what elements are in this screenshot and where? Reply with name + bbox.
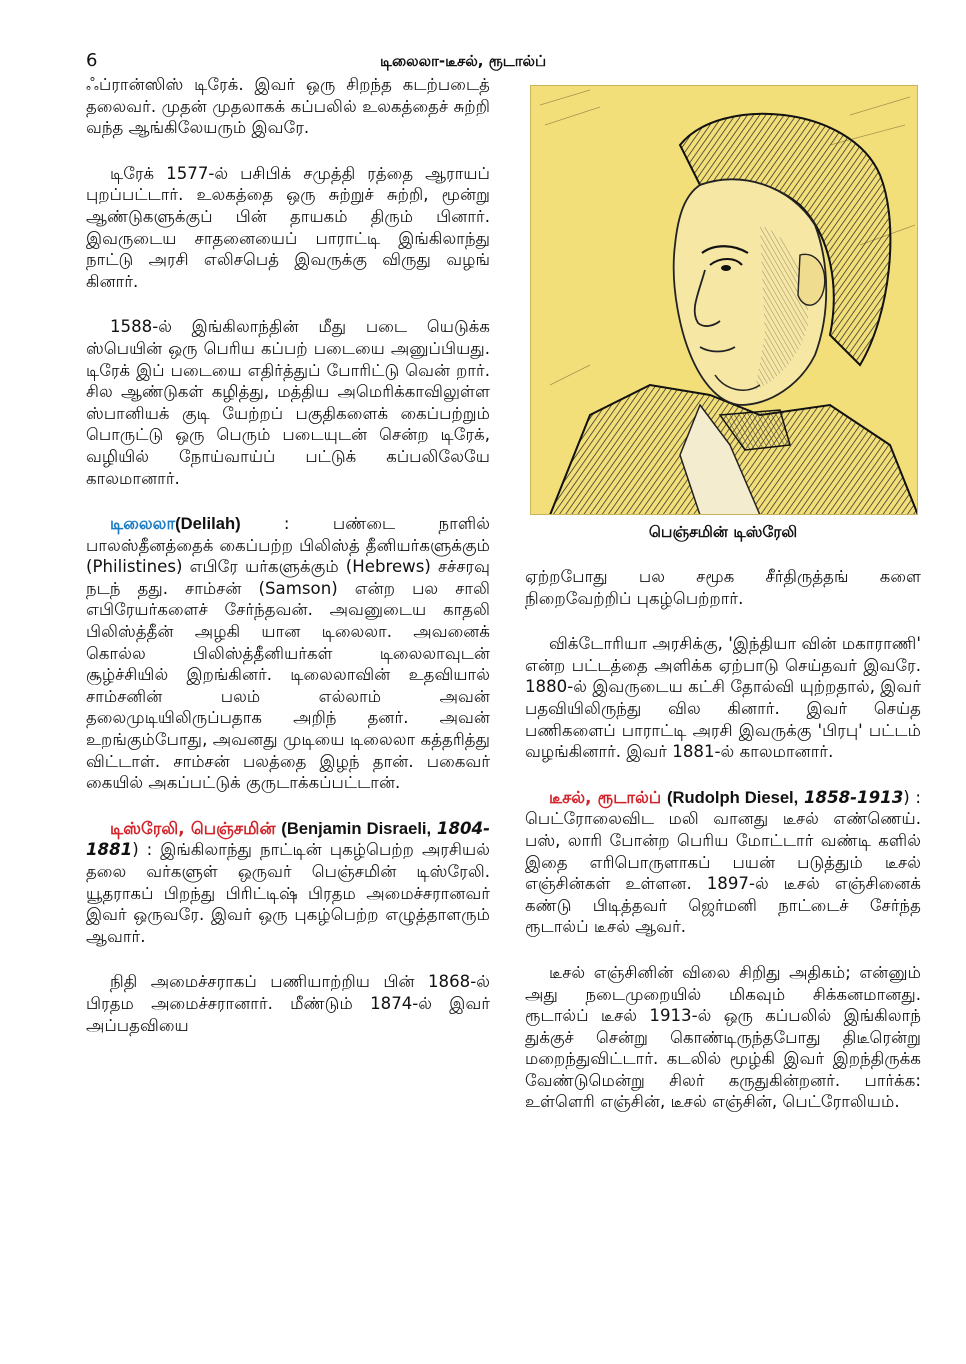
- disraeli-portrait: [530, 85, 918, 515]
- disraeli-continued: ஏற்றபோது பல சமூக சீர்திருத்தங் களை நிறைவேற்றிப் புகழ்பெற்றார்.: [525, 567, 921, 608]
- drake-paragraph-3: 1588-ல் இங்கிலாந்தின் மீது படை யெடுக்க ஸ்பெயின் ஒரு பெரிய கப்பற் படையை அனுப்பியது. டிரேக் இப் படையை எதிர்த்துப் போரிட்டு வென் றார். சில ஆண்டுகள் கழித்து, மத்திய அமெரிக்காவிலுள்ள ஸ்பானியக் குடி யேற்றப் பகுதிகளைக் கைப்பற்றும் பொருட்டு ஒரு பெரும் படையுடன் சென்ற டிரேக், வழியில் நோய்வாய்ப் பட்டுக் கப்பலிலேயே காலமானார்.: [86, 317, 490, 488]
- diesel-latin-name: (Rudolph Diesel,: [666, 787, 799, 807]
- left-column: [86, 74, 490, 1060]
- diesel-body: ) : பெட்ரோலைவிட மலி வானது டீசல் எண்ணெய். பஸ், லாரி போன்ற பெரிய மோட்டார் வண்டி களில் இதை எரிபொருளாகப் பயன் படுத்தும் டீசல் எஞ்சின்கள் உள்ளன. 1897-ல் டீசல் எஞ்சினைக் கண்டு பிடித்தவர் ஜெர்மனி நாட்டைச் சேர்ந்த ரூடால்ப் டீசல் ஆவர்.: [525, 787, 922, 937]
- diesel-years: 1858-1913: [803, 787, 904, 807]
- disraeli-latin-name: (Benjamin Disraeli,: [281, 818, 432, 838]
- page-number: 6: [86, 50, 98, 71]
- disraeli-headword: டிஸ்ரேலி, பெஞ்சமின்: [110, 818, 276, 838]
- disraeli-entry: [86, 818, 490, 948]
- running-title: டிலைலா-டீசல், ரூடால்ப்: [380, 52, 547, 70]
- delilah-body: : பண்டை நாளில் பாலஸ்தீனத்தைக் கைப்பற்ற பிலிஸ்த் தீனியர்களுக்கும் (Philistines) எபிரே யர்களுக்கும் (Hebrews) சச்சரவு நடந் தது. சாம்சன் (Samson) என்ற பல சாலி எபிரேயர்களைச் சேர்ந்தவன். அவனுடைய காதலி பிலிஸ்த்தீன் அழகி யான டிலைலா. அவனைக் கொல்ல பிலிஸ்த்தீனியர்கள் டிலைலாவுடன் சூழ்ச்சியில் இறங்கினர். டிலைலாவின் உதவியால் சாம்சனின் பலம் எல்லாம் அவன் தலைமுடியிலிருப்பதாக அறிந் தனர். அவன் உறங்கும்போது, அவனது முடியை டிலைலா கத்தரித்து விட்டாள். சாம்சன் பலத்தை இழந் தான். பகைவர் கையில் அகப்பட்டுக் குருடாக்கப்பட்டான்.: [86, 514, 490, 793]
- delilah-headword: டிலைலா: [110, 514, 176, 534]
- disraeli-body: ) : இங்கிலாந்து நாட்டின் புகழ்பெற்ற அரசியல் தலை வர்களுள் ஒருவர் பெஞ்சமின் டிஸ்ரேலி. யூதராகப் பிறந்து பிரிட்டிஷ் பிரதம அமைச்சரானவர் இவர் ஒருவரே. இவர் ஒரு புகழ்பெற்ற எழுத்தாளரும் ஆவார்.: [86, 840, 490, 946]
- disraeli-years: 1804-1881: [86, 818, 490, 860]
- delilah-entry: [86, 513, 490, 794]
- diesel-entry: [525, 787, 921, 938]
- disraeli-paragraph-3: விக்டோரியா அரசிக்கு, 'இந்தியா வின் மகாராணி' என்ற பட்டத்தை அளிக்க ஏற்பாடு செய்தவர் இவரே. 1880-ல் இவருடைய கட்சி தோல்வி யுற்றதால், இவர் பதவியிலிருந்து வில கினார். இவர் செய்த பணிகளைப் பாராட்டி அரசி இவருக்கு 'பிரபு' பட்டம் வழங்கினார். இவர் 1881-ல் காலமானார்.: [525, 634, 921, 762]
- portrait-caption: பெஞ்சமின் டிஸ்ரேலி: [648, 523, 798, 541]
- diesel-paragraph-2: டீசல் எஞ்சினின் விலை சிறிது அதிகம்; என்னும் அது நடைமுறையில் மிகவும் சிக்கனமானது. ரூடால்ப் டீசல் 1913-ல் ஒரு கப்பலில் இங்கிலாந் துக்குச் சென்று கொண்டிருந்தபோது திடீரென்று மறைந்துவிட்டார். கடலில் மூழ்கி இவர் இறந்திருக்க வேண்டுமென்று சிலர் கருதுகின்றனர். பார்க்க: உள்ளெரி எஞ்சின், டீசல் எஞ்சின், பெட்ரோலியம்.: [525, 962, 921, 1112]
- drake-paragraph-2: டிரேக் 1577-ல் பசிபிக் சமுத்தி ரத்தை ஆராயப் புறப்பட்டார். உலகத்தை ஒரு சுற்றுச் சுற்றி, மூன்று ஆண்டுகளுக்குப் பின் தாயகம் திரும் பினார். இவருடைய சாதனையைப் பாராட்டி இங்கிலாந்து நாட்டு அரசி எலிசபெத் இவருக்கு விருது வழங் கினார்.: [86, 163, 490, 291]
- diesel-headword: டீசல், ரூடால்ப்: [549, 787, 662, 807]
- disraeli-paragraph-2: நிதி அமைச்சராகப் பணியாற்றிய பின் 1868-ல் பிரதம அமைச்சரானார். மீண்டும் 1874-ல் இவர் அப்பதவியை: [86, 972, 490, 1035]
- drake-paragraph-1: ஃப்ரான்ஸிஸ் டிரேக். இவர் ஒரு சிறந்த கடற்படைத் தலைவர். முதன் முதலாகக் கப்பலில் உலகத்தைச் சுற்றி வந்த ஆங்கிலேயரும் இவரே.: [86, 75, 490, 138]
- delilah-latin-name: (Delilah): [175, 514, 241, 534]
- portrait-sketch: [530, 85, 918, 515]
- right-column: [525, 566, 921, 1137]
